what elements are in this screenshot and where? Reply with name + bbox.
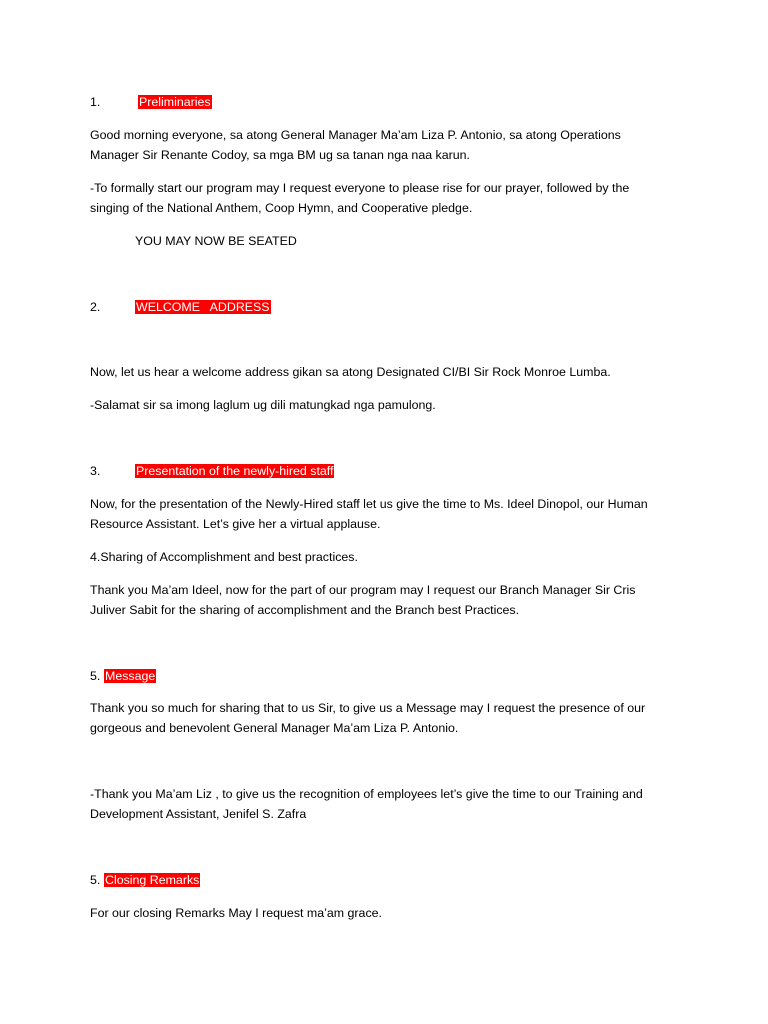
message-line-2: gorgeous and benevolent General Manager Ma’am Liza P. Antonio. xyxy=(90,721,459,735)
prayer-line-2: singing of the National Anthem, Coop Hymn, and Cooperative pledge. xyxy=(90,201,473,215)
closing-line: For our closing Remarks May I request ma’am grace. xyxy=(90,906,382,920)
greeting-line-1: Good morning everyone, sa atong General Manager Ma’am Liza P. Antonio, sa atong Operations xyxy=(90,128,621,142)
section-2-title: WELCOME ADDRESS xyxy=(136,300,270,314)
section-3-number: 3. xyxy=(90,464,101,478)
section-6-heading xyxy=(104,870,200,890)
section-3-title: Presentation of the newly-hired staff xyxy=(136,464,334,478)
section-6-title: Closing Remarks xyxy=(105,873,200,887)
section-2-heading xyxy=(135,297,271,317)
section-2-number: 2. xyxy=(90,300,101,314)
section-4-heading: 4.Sharing of Accomplishment and best practices. xyxy=(90,550,358,564)
message-line-1: Thank you so much for sharing that to us Sir, to give us a Message may I request the presence of our xyxy=(90,701,646,715)
presentation-line-2: Resource Assistant. Let’s give her a virtual applause. xyxy=(90,517,381,531)
sharing-line-2: Juliver Sabit for the sharing of accomplishment and the Branch best Practices. xyxy=(90,603,520,617)
recognition-line-2: Development Assistant, Jenifel S. Zafra xyxy=(90,807,307,821)
section-6-number: 5. xyxy=(90,873,101,887)
section-3-heading xyxy=(135,461,334,481)
recognition-line-1: -Thank you Ma’am Liz , to give us the recognition of employees let’s give the time to our Training and xyxy=(90,787,643,801)
presentation-line-1: Now, for the presentation of the Newly-Hired staff let us give the time to Ms. Ideel Dinopol, our Human xyxy=(90,497,648,511)
section-5-title: Message xyxy=(105,669,156,683)
seated-instruction: YOU MAY NOW BE SEATED xyxy=(135,234,297,248)
sharing-line-1: Thank you Ma’am Ideel, now for the part of our program may I request our Branch Manager Sir Cris xyxy=(90,583,636,597)
prayer-line-1: -To formally start our program may I request everyone to please rise for our prayer, followed by the xyxy=(90,181,630,195)
thanks-line: -Salamat sir sa imong laglum ug dili matungkad nga pamulong. xyxy=(90,398,436,412)
section-5-heading xyxy=(104,666,156,686)
welcome-address-line: Now, let us hear a welcome address gikan sa atong Designated CI/BI Sir Rock Monroe Lumba. xyxy=(90,365,611,379)
section-5-number: 5. xyxy=(90,669,101,683)
greeting-line-2: Manager Sir Renante Codoy, sa mga BM ug sa tanan nga naa karun. xyxy=(90,148,470,162)
section-1-title: Preliminaries xyxy=(139,95,211,109)
section-1-heading xyxy=(138,92,212,112)
section-1-number: 1. xyxy=(90,95,101,109)
